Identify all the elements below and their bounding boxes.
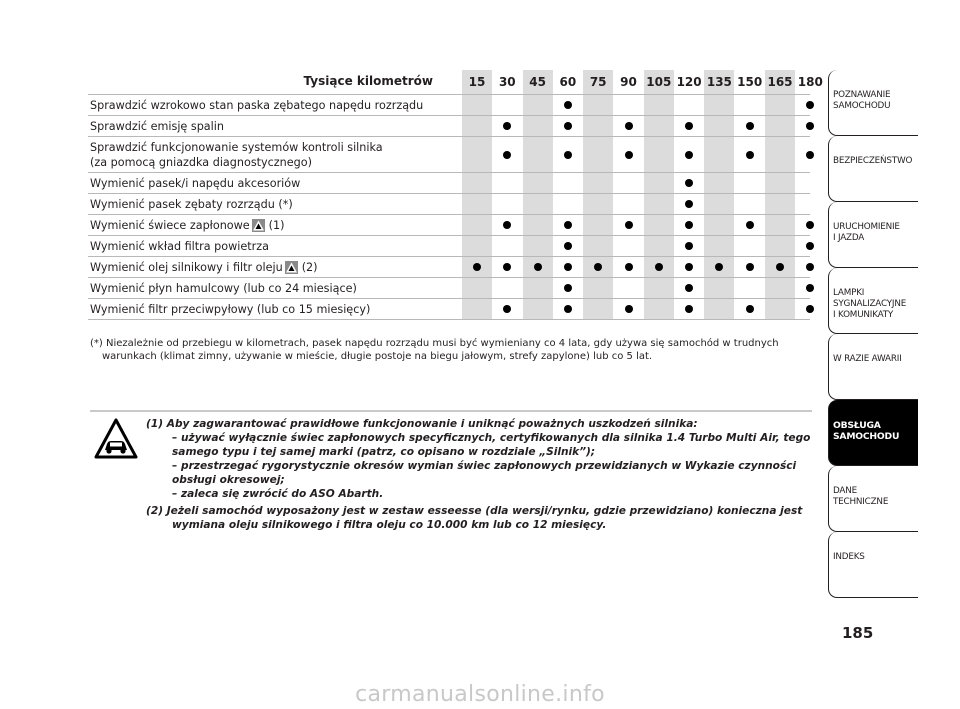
schedule-cell [674, 95, 704, 115]
service-required-dot [685, 200, 693, 208]
row-label-text: Wymienić olej silnikowy i filtr oleju [90, 261, 283, 274]
row-label-text: Wymienić filtr przeciwpyłowy (lub co 15 miesięcy) [90, 303, 371, 316]
schedule-cell [674, 215, 704, 235]
schedule-cell [735, 137, 765, 172]
service-required-dot [503, 151, 511, 159]
note-2-title: (2) Jeżeli samochód wyposażony jest w zestaw esseesse (dla wersji/rynku, gdzie przewidziano) konieczna jest [146, 505, 803, 517]
schedule-cell [523, 116, 553, 136]
row-note-reference: (1) [268, 219, 285, 232]
chapter-tab[interactable] [828, 334, 918, 400]
chapter-tab-label: SAMOCHODU [833, 431, 900, 442]
schedule-cell [523, 215, 553, 235]
mileage-column-header: 30 [498, 75, 516, 89]
service-required-dot [806, 101, 814, 109]
schedule-cell [614, 257, 644, 277]
schedule-cell [704, 173, 734, 193]
table-row [88, 115, 810, 136]
schedule-cell [735, 173, 765, 193]
service-required-dot [746, 263, 754, 271]
schedule-cell [614, 236, 644, 256]
schedule-cell [674, 116, 704, 136]
table-row [88, 298, 810, 319]
schedule-cell [583, 95, 613, 115]
service-required-dot [564, 221, 572, 229]
chapter-tab[interactable] [828, 136, 918, 202]
chapter-tab[interactable] [828, 202, 918, 268]
schedule-cell [795, 215, 825, 235]
table-row [88, 172, 810, 193]
maintenance-schedule-table [88, 70, 823, 319]
schedule-cell [523, 278, 553, 298]
mileage-column-header: 150 [737, 75, 763, 89]
schedule-cell [644, 278, 674, 298]
table-row [88, 256, 810, 277]
schedule-cell [735, 299, 765, 319]
schedule-cell [644, 299, 674, 319]
schedule-cell [765, 194, 795, 214]
schedule-cell [583, 194, 613, 214]
schedule-cell [492, 257, 522, 277]
schedule-cell [644, 194, 674, 214]
chapter-tab-label: BEZPIECZEŃSTWO [833, 156, 913, 166]
schedule-cell [492, 215, 522, 235]
note-1-title: (1) Aby zagwarantować prawidłowe funkcjonowanie i uniknąć poważnych uszkodzeń silnika: [146, 418, 698, 430]
schedule-cell [614, 116, 644, 136]
row-label [90, 218, 285, 236]
schedule-cell [704, 137, 734, 172]
row-label [90, 302, 370, 317]
schedule-cell [492, 116, 522, 136]
service-required-dot [685, 221, 693, 229]
row-label-text: Sprawdzić funkcjonowanie systemów kontroli silnika [90, 141, 383, 154]
service-required-dot [806, 284, 814, 292]
service-required-dot [534, 263, 542, 271]
schedule-cell [644, 257, 674, 277]
schedule-cell [674, 137, 704, 172]
service-required-dot [746, 122, 754, 130]
service-required-dot [625, 305, 633, 313]
table-row [88, 214, 810, 235]
table-row [88, 136, 810, 172]
schedule-cell [583, 278, 613, 298]
service-required-dot [746, 305, 754, 313]
chapter-tab-label: POZNAWANIE [833, 90, 891, 100]
note-2-line-2: wymiana oleju silnikowego i filtra oleju co 10.000 km lub co 12 miesięcy. [172, 519, 607, 531]
chapter-tab[interactable] [828, 400, 918, 466]
service-required-dot [625, 151, 633, 159]
service-required-dot [564, 151, 572, 159]
service-required-dot [746, 151, 754, 159]
schedule-cell [614, 278, 644, 298]
row-label-text: Wymienić wkład filtra powietrza [90, 240, 269, 253]
row-label [90, 176, 300, 191]
schedule-cell [735, 116, 765, 136]
mileage-column-header: 105 [644, 70, 674, 94]
row-label [90, 239, 269, 254]
schedule-cell [795, 173, 825, 193]
schedule-cell [523, 194, 553, 214]
schedule-cell [523, 257, 553, 277]
mileage-column-header: 60 [559, 75, 577, 89]
schedule-cell [644, 116, 674, 136]
chapter-tab-label: I KOMUNIKATY [833, 310, 894, 320]
schedule-cell [553, 95, 583, 115]
schedule-cell [583, 116, 613, 136]
schedule-cell [674, 257, 704, 277]
service-required-dot [685, 284, 693, 292]
mileage-column-header: 165 [765, 70, 795, 94]
service-required-dot [685, 122, 693, 130]
service-required-dot [806, 305, 814, 313]
schedule-cell [735, 95, 765, 115]
row-label-text: Sprawdzić wzrokowo stan paska zębatego napędu rozrządu [90, 99, 424, 112]
chapter-tab[interactable] [828, 532, 918, 598]
watermark: carmanualsonline.info [355, 682, 605, 707]
schedule-cell [614, 137, 644, 172]
chapter-tab[interactable] [828, 268, 918, 334]
row-label [90, 140, 383, 170]
table-row [88, 94, 810, 115]
chapter-tab-label: DANE [833, 486, 857, 496]
schedule-cell [704, 278, 734, 298]
schedule-cell [553, 299, 583, 319]
schedule-cell [462, 299, 492, 319]
service-required-dot [564, 122, 572, 130]
mileage-column-header: 45 [523, 70, 553, 94]
header-label: Tysiące kilometrów [303, 74, 433, 88]
schedule-cell [765, 236, 795, 256]
row-label-text: Sprawdzić emisję spalin [90, 120, 224, 133]
warning-triangle-icon [252, 219, 265, 236]
car-warning-icon [94, 417, 138, 461]
schedule-cell [462, 173, 492, 193]
schedule-cell [523, 299, 553, 319]
schedule-cell [583, 257, 613, 277]
schedule-cell [553, 257, 583, 277]
schedule-cell [795, 194, 825, 214]
schedule-cell [644, 215, 674, 235]
service-required-dot [685, 179, 693, 187]
schedule-cell [674, 236, 704, 256]
service-required-dot [685, 242, 693, 250]
note-1-line-6: – zaleca się zwrócić do ASO Abarth. [172, 488, 384, 500]
schedule-cell [735, 194, 765, 214]
service-notes [146, 417, 816, 532]
mileage-column-header: 135 [704, 70, 734, 94]
service-required-dot [685, 263, 693, 271]
schedule-cell [765, 137, 795, 172]
schedule-cell [492, 299, 522, 319]
footnote-line-2: warunkach (klimat zimny, używanie w mieście, długie postoje na biegu jałowym, strefy zapylone) lub co 5 lat. [102, 351, 653, 362]
schedule-cell [553, 116, 583, 136]
schedule-cell [795, 278, 825, 298]
schedule-cell [795, 116, 825, 136]
row-label-text: Wymienić płyn hamulcowy (lub co 24 miesiące) [90, 282, 357, 295]
schedule-cell [704, 215, 734, 235]
chapter-tab-label: INDEKS [833, 552, 865, 562]
schedule-cell [795, 236, 825, 256]
service-required-dot [685, 151, 693, 159]
page-number: 185 [842, 624, 874, 642]
service-required-dot [776, 263, 784, 271]
footnote-line-1: (*) Niezależnie od przebiegu w kilometrach, pasek napędu rozrządu musi być wymieniany co 4 lata, gdy używa się samochód w trudnych [90, 338, 779, 349]
note-1-line-5: obsługi okresowej; [172, 474, 285, 486]
schedule-cell [614, 215, 644, 235]
table-row [88, 235, 810, 256]
chapter-tab-label: I JAZDA [833, 233, 865, 243]
mileage-column-header: 90 [620, 75, 637, 89]
service-required-dot [564, 284, 572, 292]
schedule-cell [735, 278, 765, 298]
note-1-line-3: samego typu i tej samej marki (patrz, co opisano w rozdziale „Silnik”); [172, 446, 596, 458]
notes-divider [90, 410, 812, 412]
row-label-text: Wymienić pasek/i napędu akcesoriów [90, 177, 301, 190]
service-required-dot [746, 221, 754, 229]
schedule-cell [644, 173, 674, 193]
schedule-cell [462, 236, 492, 256]
service-required-dot [564, 263, 572, 271]
service-required-dot [503, 221, 511, 229]
schedule-cell [614, 299, 644, 319]
schedule-cell [553, 236, 583, 256]
schedule-cell [765, 299, 795, 319]
row-note-reference: (2) [301, 261, 318, 274]
chapter-tab-label: SYGNALIZACYJNE [833, 299, 907, 309]
note-1-line-2: – używać wyłącznie świec zapłonowych specyficznych, certyfikowanych dla silnika 1.4 Turbo Multi Air, tego [172, 432, 811, 444]
schedule-cell [553, 173, 583, 193]
schedule-cell [492, 137, 522, 172]
schedule-cell [523, 137, 553, 172]
service-required-dot [806, 221, 814, 229]
service-required-dot [503, 263, 511, 271]
warning-triangle-icon [285, 261, 298, 278]
table-header [88, 70, 823, 94]
service-required-dot [503, 122, 511, 130]
table-row [88, 277, 810, 298]
schedule-cell [704, 257, 734, 277]
service-required-dot [625, 263, 633, 271]
chapter-tab-label: W RAZIE AWARII [833, 354, 902, 364]
mileage-column-header: 120 [676, 75, 702, 89]
schedule-cell [614, 173, 644, 193]
schedule-cell [462, 137, 492, 172]
schedule-cell [735, 257, 765, 277]
schedule-cell [765, 116, 795, 136]
schedule-cell [795, 299, 825, 319]
schedule-cell [553, 215, 583, 235]
service-required-dot [715, 263, 723, 271]
row-label-text: (za pomocą gniazdka diagnostycznego) [90, 156, 312, 169]
service-required-dot [806, 151, 814, 159]
service-required-dot [806, 242, 814, 250]
service-required-dot [685, 305, 693, 313]
schedule-cell [765, 173, 795, 193]
schedule-cell [674, 278, 704, 298]
schedule-cell [523, 95, 553, 115]
row-label [90, 119, 224, 134]
schedule-cell [553, 194, 583, 214]
schedule-cell [462, 215, 492, 235]
schedule-cell [795, 257, 825, 277]
service-required-dot [806, 122, 814, 130]
schedule-cell [462, 257, 492, 277]
schedule-cell [704, 116, 734, 136]
schedule-cell [583, 236, 613, 256]
schedule-cell [704, 194, 734, 214]
footnote [90, 337, 802, 363]
schedule-cell [644, 137, 674, 172]
schedule-cell [765, 215, 795, 235]
schedule-cell [644, 236, 674, 256]
schedule-cell [583, 299, 613, 319]
schedule-cell [735, 236, 765, 256]
chapter-tab-label: LAMPKI [833, 288, 865, 298]
table-bottom-rule [88, 319, 810, 320]
schedule-cell [583, 137, 613, 172]
mileage-column-header: 180 [797, 75, 823, 89]
schedule-cell [704, 299, 734, 319]
chapter-tab-label: OBSŁUGA [833, 420, 881, 431]
schedule-cell [583, 173, 613, 193]
schedule-cell [492, 194, 522, 214]
row-label-text: Wymienić pasek zębaty rozrządu (*) [90, 198, 293, 211]
schedule-cell [523, 173, 553, 193]
service-required-dot [594, 263, 602, 271]
row-label [90, 281, 357, 296]
service-required-dot [625, 221, 633, 229]
schedule-cell [553, 278, 583, 298]
service-required-dot [473, 263, 481, 271]
service-required-dot [503, 305, 511, 313]
service-required-dot [806, 263, 814, 271]
schedule-cell [795, 95, 825, 115]
schedule-cell [674, 299, 704, 319]
service-required-dot [564, 101, 572, 109]
schedule-cell [462, 194, 492, 214]
service-required-dot [564, 305, 572, 313]
service-required-dot [564, 242, 572, 250]
schedule-cell [765, 257, 795, 277]
schedule-cell [735, 215, 765, 235]
chapter-tab-label: URUCHOMIENIE [833, 222, 900, 232]
schedule-cell [523, 236, 553, 256]
schedule-cell [674, 173, 704, 193]
chapter-tab-label: SAMOCHODU [833, 101, 891, 111]
row-label-text: Wymienić świece zapłonowe [90, 219, 250, 232]
schedule-cell [644, 95, 674, 115]
schedule-cell [462, 278, 492, 298]
chapter-tab[interactable] [828, 466, 918, 532]
schedule-cell [614, 95, 644, 115]
schedule-cell [462, 116, 492, 136]
chapter-tab-label: TECHNICZNE [833, 497, 889, 507]
mileage-column-header: 75 [583, 70, 613, 94]
schedule-cell [765, 278, 795, 298]
schedule-cell [462, 95, 492, 115]
schedule-cell [492, 236, 522, 256]
row-label [90, 197, 293, 212]
schedule-cell [765, 95, 795, 115]
chapter-tab[interactable] [828, 70, 918, 136]
schedule-cell [492, 278, 522, 298]
service-required-dot [655, 263, 663, 271]
note-1-line-4: – przestrzegać rygorystycznie okresów wymian świec zapłonowych przewidzianych w Wykazie czynności [172, 460, 797, 472]
service-required-dot [625, 122, 633, 130]
schedule-cell [492, 95, 522, 115]
schedule-cell [674, 194, 704, 214]
schedule-cell [795, 137, 825, 172]
schedule-cell [704, 95, 734, 115]
schedule-cell [583, 215, 613, 235]
table-row [88, 193, 810, 214]
row-label [90, 98, 423, 113]
table-body [88, 94, 810, 319]
schedule-cell [614, 194, 644, 214]
schedule-cell [553, 137, 583, 172]
mileage-column-header: 15 [462, 70, 492, 94]
chapter-side-navigation [828, 70, 918, 598]
row-label [90, 260, 318, 278]
schedule-cell [704, 236, 734, 256]
schedule-cell [492, 173, 522, 193]
